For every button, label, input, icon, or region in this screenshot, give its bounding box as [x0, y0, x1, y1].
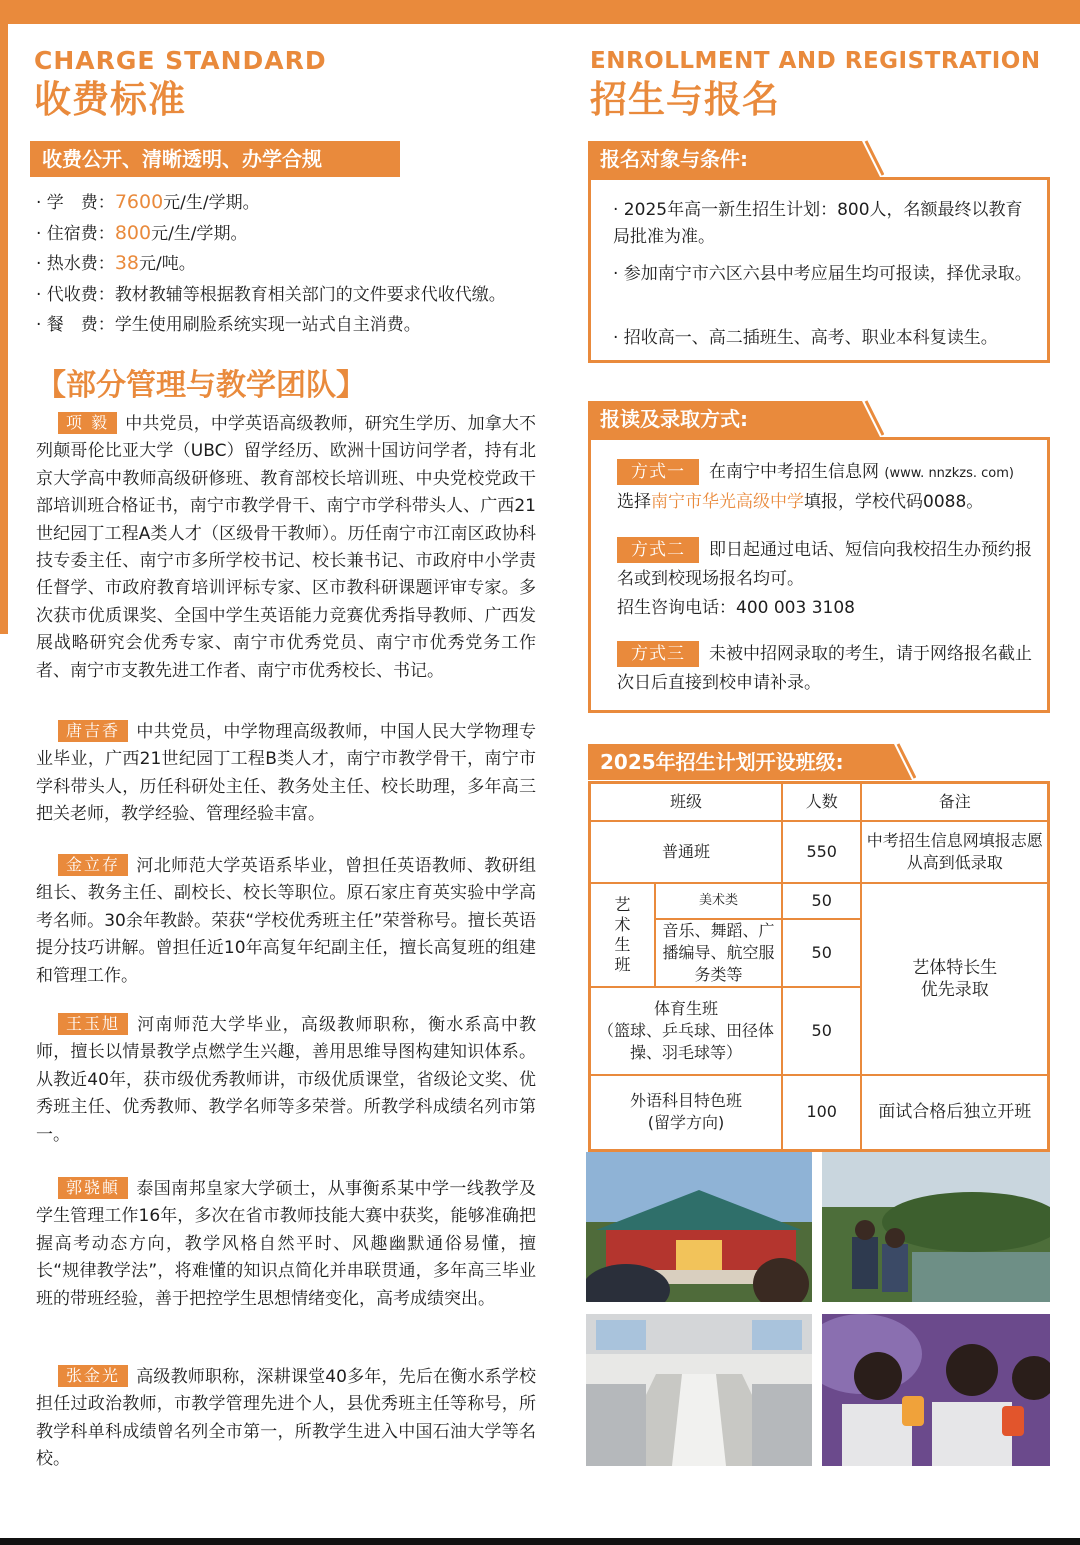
table-row: 外语科目特色班 (留学方向) 100 面试合格后独立开班 [590, 1075, 1049, 1151]
fee-banner: 收费公开、清晰透明、办学合规 [30, 141, 400, 177]
header-class: 班级 [590, 783, 782, 821]
member-name-tag: 王玉旭 [58, 1013, 128, 1035]
art-group-cell: 艺术生班 [590, 883, 656, 987]
team-member-bio: 金立存 河北师范大学英语系毕业，曾担任英语教师、教研组组长、教务主任、副校长、校长等职位。原石家庄育英实验中学高考名师。30余年教龄。荣获“学校优秀班主任”荣誉称号。擅长英语提分技巧讲解。曾担任近10年高复年纪副主任，擅长高复班的组建和管理工作。 [36, 855, 536, 986]
method-three: 方式三 未被中招网录取的考生，请于网络报名截止次日后直接到校申请补录。 [617, 640, 1047, 698]
methods-box [588, 437, 1050, 713]
table-row: 艺术生班 美术类 50 艺体特长生优先录取 [590, 883, 1049, 919]
conditions-box [588, 177, 1050, 363]
method-two: 方式二 即日起通过电话、短信向我校招生办预约报名或到校现场报名均可。 招生咨询电话：400 003 3108 [617, 536, 1047, 623]
students-experiment-photo [822, 1314, 1050, 1466]
table-row: 普通班 550 中考招生信息网填报志愿从高到低录取 [590, 821, 1049, 883]
charge-standard-title: 收费标准 [34, 78, 186, 121]
member-name-tag: 唐吉香 [58, 720, 128, 742]
plan-banner: 2025年招生计划开设班级: [588, 744, 876, 780]
fee-item-meals: · 餐 费：学生使用刷脸系统实现一站式自主消费。 [36, 315, 421, 335]
top-accent-strip [0, 0, 1080, 24]
plan-table [588, 781, 1050, 1152]
banner-slant-decoration [840, 399, 884, 437]
enrollment-title: 招生与报名 [590, 78, 780, 121]
conditions-banner: 报名对象与条件: [588, 141, 844, 177]
team-member-bio: 项 毅 中共党员，中学英语高级教师，研究生学历、加拿大不列颠哥伦比亚大学（UBC）留学经历、欧洲十国访问学者，持有北京大学高中教师高级研修班、教育部校长培训班、中央党校党政干部培训班合格证书，南宁市教学骨干、南宁市学科带头人、广西21世纪园丁工程A类人才（区级骨干教师）。历任南宁市江南区政协科技专委主任、南宁市多所学校书记、校长兼书记、市政府中小学责任督学、市政府教育培训评标专家、区市教科研课题评审专家。多次获市优质课奖、全国中学生英语能力竞赛优秀指导教师、广西发展战略研究会优秀专家、南宁市优秀党员、南宁市优秀党务工作者、南宁市支教先进工作者、南宁市优秀校长、书记。 [36, 413, 536, 681]
method-one: 方式一 在南宁中考招生信息网 (www. nnzkzs. com) 选择南宁市华光高级中学填报，学校代码0088。 [617, 458, 1047, 517]
table-header-row [590, 783, 1049, 821]
team-member-bio: 王玉旭 河南师范大学毕业，高级教师职称，衡水系高中教师，擅长以情景教学点燃学生兴趣，善用思维导图构建知识体系。从教近40年，获市级优秀教师讲，市级优质课堂，省级论文奖、优秀班主任、优秀教师、教学名师等多荣誉。所教学科成绩名列市第一。 [36, 1014, 536, 1145]
website-text: (www. nnzkzs. com) [884, 466, 1014, 481]
campus-lake-photo [822, 1152, 1050, 1302]
banner-slant-decoration [872, 742, 916, 780]
enrollment-eng-title: ENROLLMENT AND REGISTRATION [590, 48, 1041, 74]
method-two-tag: 方式二 [617, 537, 699, 563]
classroom-photo [586, 1314, 812, 1466]
condition-item: · 招收高一、高二插班生、高考、职业本科复读生。 [613, 328, 998, 348]
fee-item-hotwater: · 热水费：38元/吨。 [36, 252, 196, 274]
member-name-tag: 金立存 [58, 854, 128, 876]
team-title: 【部分管理与教学团队】 [36, 368, 366, 403]
school-name: 南宁市华光高级中学 [651, 492, 804, 512]
header-count: 人数 [782, 783, 862, 821]
bottom-strip [0, 1538, 1080, 1545]
member-name-tag: 张金光 [58, 1365, 128, 1387]
method-three-tag: 方式三 [617, 641, 699, 667]
header-note: 备注 [861, 783, 1048, 821]
fee-item-agency: · 代收费：教材教辅等根据教育相关部门的文件要求代收代缴。 [36, 284, 506, 305]
fee-item-dorm: · 住宿费：800元/生/学期。 [36, 221, 248, 244]
method-one-tag: 方式一 [617, 459, 699, 485]
member-name-tag: 项 毅 [58, 412, 117, 434]
team-member-bio: 张金光 高级教师职称，深耕课堂40多年，先后在衡水系学校担任过政治教师，市教学管理先进个人，县优秀班主任等称号，所教学科单科成绩曾名列全市第一，所教学生进入中国石油大学等名校。 [36, 1366, 536, 1470]
team-member-bio: 郭骁頔 泰国南邦皇家大学硕士，从事衡系某中学一线教学及学生管理工作16年，多次在省市教师技能大赛中获奖，能够准确把握高考动态方向，教学风格自然平时、风趣幽默通俗易懂，擅长“规律教学法”，将难懂的知识点简化并串联贯通，多年高三毕业班的带班经验，善于把控学生思想情绪变化，高考成绩突出。 [36, 1178, 536, 1309]
campus-gate-photo [586, 1152, 812, 1302]
table-row: 音乐、舞蹈、广播编导、航空服务类等 50 [590, 919, 1049, 987]
banner-slant-decoration [840, 139, 884, 177]
fee-list [36, 188, 556, 341]
charge-standard-eng-title: CHARGE STANDARD [34, 46, 327, 75]
member-name-tag: 郭骁頔 [58, 1177, 128, 1199]
fee-item-tuition: · 学 费：7600元/生/学期。 [36, 191, 260, 213]
table-row: 体育生班 （篮球、乒乓球、田径体操、羽毛球等） 50 [590, 987, 1049, 1075]
methods-banner: 报读及录取方式: [588, 401, 844, 437]
left-accent-strip [0, 24, 8, 634]
condition-item: · 2025年高一新生招生计划：800人，名额最终以教育局批准为准。 [613, 200, 1023, 247]
condition-item: · 参加南宁市六区六县中考应届生均可报读，择优录取。 [613, 264, 1032, 284]
phone-line: 招生咨询电话：400 003 3108 [617, 598, 855, 618]
team-member-bio: 唐吉香 中共党员，中学物理高级教师，中国人民大学物理专业毕业，广西21世纪园丁工程B类人才，南宁市教学骨干，南宁市学科带头人，历任科研处主任、教务处主任、校长助理，多年高三把关老师，教学经验、管理经验丰富。 [36, 721, 536, 825]
